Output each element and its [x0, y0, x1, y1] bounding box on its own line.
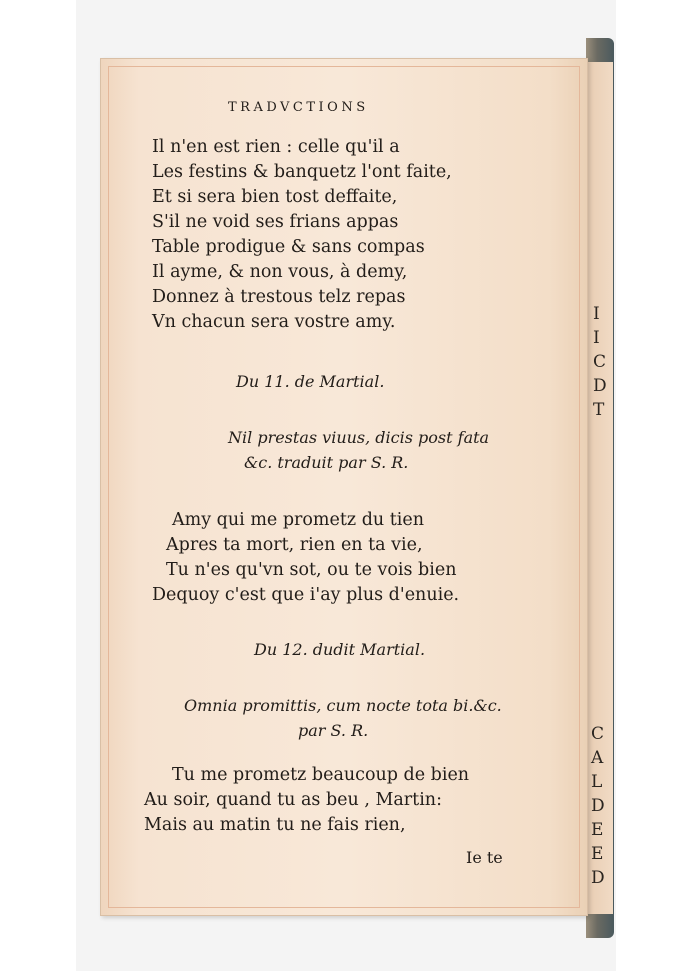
facing-letter: D: [593, 376, 607, 396]
verse-line: Table prodigue & sans compas: [152, 237, 425, 257]
verse-line: Les festins & banquetz l'ont faite,: [152, 162, 452, 182]
facing-page-letters-bottom: [591, 722, 605, 890]
latin-line: par S. R.: [298, 721, 369, 740]
verse-line: Mais au matin tu ne fais rien,: [144, 815, 406, 835]
facing-letter: E: [591, 820, 604, 840]
verse-line: Donnez à trestous telz repas: [152, 287, 406, 307]
facing-letter: T: [593, 400, 605, 420]
stanza-2: [152, 508, 460, 608]
facing-letter: C: [593, 352, 607, 372]
latin-incipit-11: [228, 425, 489, 475]
latin-line: Nil prestas viuus, dicis post fata: [228, 428, 490, 447]
facing-letter: E: [591, 844, 604, 864]
latin-line: Omnia promittis, cum nocte tota bi.&c.: [184, 696, 502, 715]
verse-line: Amy qui me prometz du tien: [172, 510, 424, 530]
latin-line: &c. traduit par S. R.: [244, 453, 409, 472]
verse-line: Et si sera bien tost deffaite,: [152, 187, 398, 207]
verse-line: Dequoy c'est que i'ay plus d'enuie.: [152, 585, 460, 605]
epigram-heading-12: Du 12. dudit Martial.: [254, 640, 426, 659]
facing-page-letters-top: [593, 302, 607, 422]
epigram-heading-11: Du 11. de Martial.: [236, 372, 385, 391]
verse-line: S'il ne void ses frians appas: [152, 212, 399, 232]
verse-line: Tu me prometz beaucoup de bien: [172, 765, 470, 785]
facing-letter: I: [593, 304, 600, 324]
facing-letter: I: [593, 328, 600, 348]
facing-letter: L: [591, 772, 603, 792]
stanza-3: [144, 763, 469, 838]
facing-letter: D: [591, 868, 605, 888]
verse-line: Il n'en est rien : celle qu'il a: [152, 137, 400, 157]
verse-line: Au soir, quand tu as beu , Martin:: [144, 790, 442, 810]
verse-line: Apres ta mort, rien en ta vie,: [166, 535, 423, 555]
facing-letter: C: [591, 724, 605, 744]
verse-line: Il ayme, & non vous, à demy,: [152, 262, 408, 282]
facing-page-edge: [586, 62, 613, 914]
stanza-1: [152, 135, 452, 335]
facing-letter: A: [591, 748, 604, 768]
verse-line: Vn chacun sera vostre amy.: [152, 312, 396, 332]
catchword: Ie te: [466, 848, 503, 867]
running-head: TRADVCTIONS: [228, 100, 369, 115]
verse-line: Tu n'es qu'vn sot, ou te vois bien: [166, 560, 457, 580]
facing-letter: D: [591, 796, 605, 816]
latin-incipit-12: [184, 693, 502, 743]
